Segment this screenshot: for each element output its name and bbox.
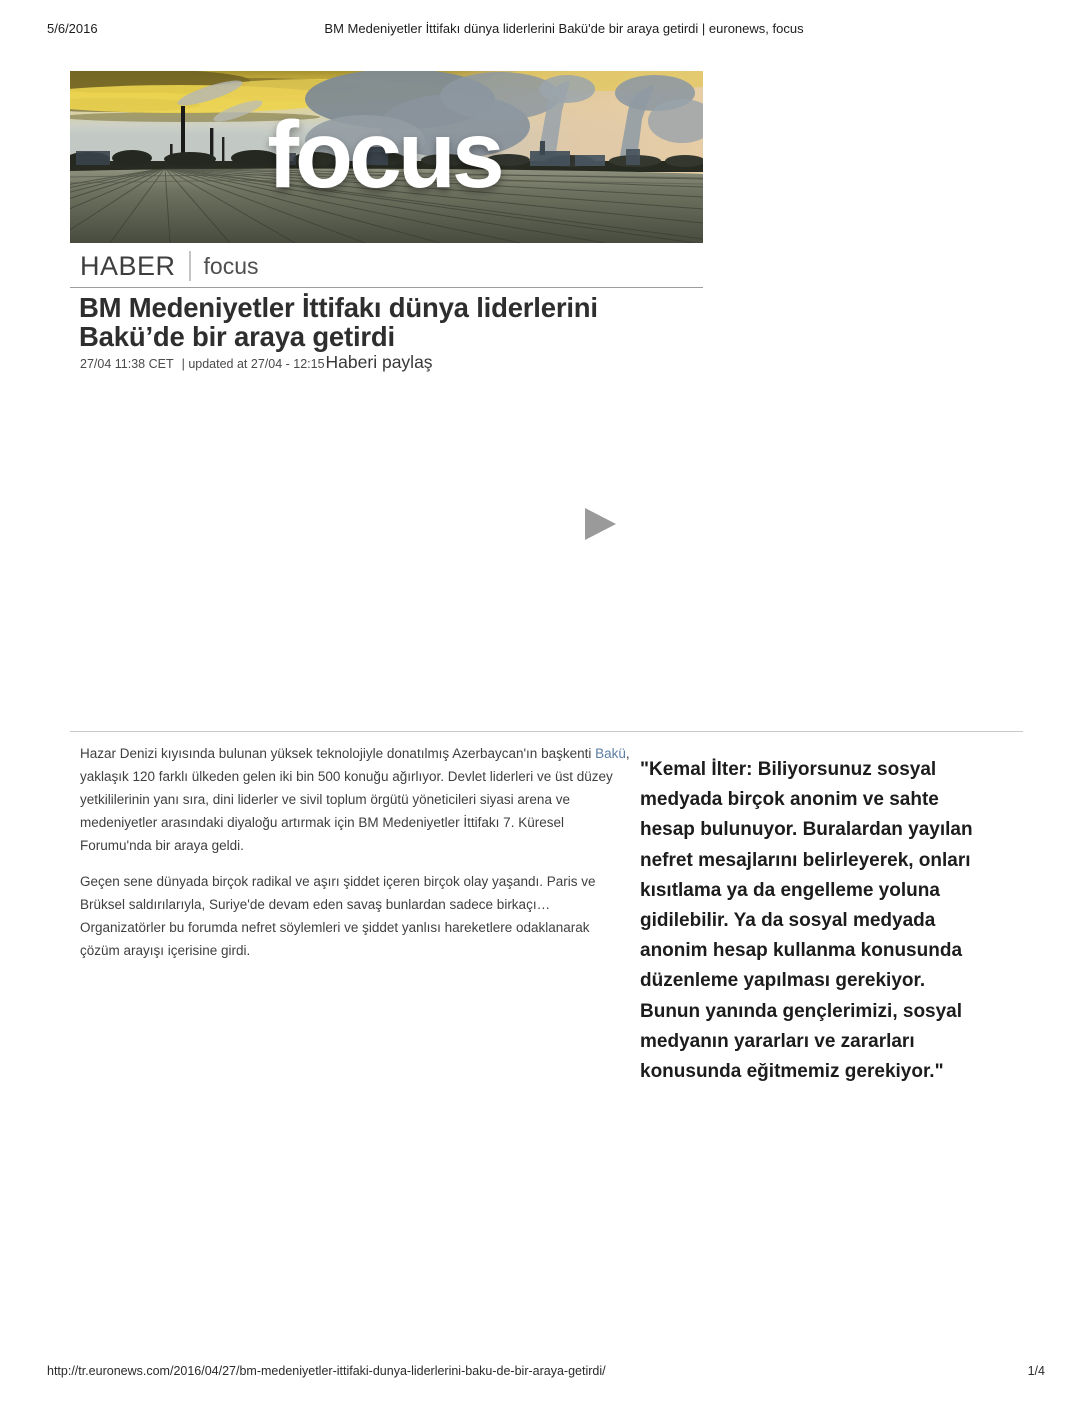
section-divider: [189, 251, 191, 281]
print-date: 5/6/2016: [47, 21, 98, 36]
paragraph-text: , yaklaşık 120 farklı ülkeden gelen iki bin 500 konuğu ağırlıyor. Devlet liderleri ve üst düzey yetkililerinin yanı sıra, dini liderler ve sivil toplum örgütü yöneticileri siyasi arena ve medeniyetler arasındaki diyaloğu artırmak için BM Medeniyetler İttifakı 7. Küresel Forumu'nda bir araya geldi.: [80, 746, 630, 853]
body-paragraph: [80, 742, 632, 857]
footer-url: http://tr.euronews.com/2016/04/27/bm-medeniyetler-ittifaki-dunya-liderlerini-baku-de-bir-araya-getirdi/: [47, 1364, 606, 1378]
hero-image: [70, 71, 703, 243]
print-title: BM Medeniyetler İttifakı dünya liderlerini Bakü'de bir araya getirdi | euronews, focus: [324, 21, 804, 36]
article-body: [80, 742, 632, 962]
focus-logo: focus: [267, 102, 501, 208]
baku-link[interactable]: Bakü: [595, 746, 626, 761]
section-header: [80, 249, 259, 283]
section-category: HABER: [80, 250, 176, 281]
publish-time: 27/04 11:38 CET: [80, 357, 174, 371]
video-placeholder: [80, 395, 980, 695]
article-meta: [80, 352, 433, 373]
body-paragraph: Geçen sene dünyada birçok radikal ve aşırı şiddet içeren birçok olay yaşandı. Paris ve Brüksel saldırılarıyla, Suriye'de devam eden savaş bunlardan sadece birkaçı… Organizatörler bu forumda nefret söylemleri ve şiddet yanlısı hareketlere odaklanarak çözüm arayışı içerisine girdi.: [80, 874, 596, 958]
pull-quote: "Kemal İlter: Biliyorsunuz sosyal medyada birçok anonim ve sahte hesap bulunuyor. Buralardan yayılan nefret mesajlarını belirleyerek, onları kısıtlama ya da engelleme yoluna gidilebilir. Ya da sosyal medyada anonim hesap kullanma konusunda düzenleme yapılması gerekiyor. Bunun yanında gençlerimizi, sosyal medyanın yararları ve zararları konusunda eğitmemiz gerekiyor.": [640, 759, 973, 1083]
hero-illustration: [70, 71, 703, 243]
paragraph-text: Hazar Denizi kıyısında bulunan yüksek teknolojiyle donatılmış Azerbaycan'ın başkenti: [80, 746, 596, 761]
updated-time: | updated at 27/04 - 12:15: [181, 357, 325, 371]
play-icon[interactable]: [585, 508, 616, 540]
article-title: BM Medeniyetler İttifakı dünya liderlerini Bakü’de bir araya getirdi: [79, 292, 598, 352]
page-number: 1/4: [1027, 1364, 1045, 1378]
content-rule: [70, 731, 1023, 732]
section-rule: [70, 287, 703, 288]
section-program: focus: [203, 252, 259, 279]
share-button[interactable]: Haberi paylaş: [325, 352, 433, 372]
